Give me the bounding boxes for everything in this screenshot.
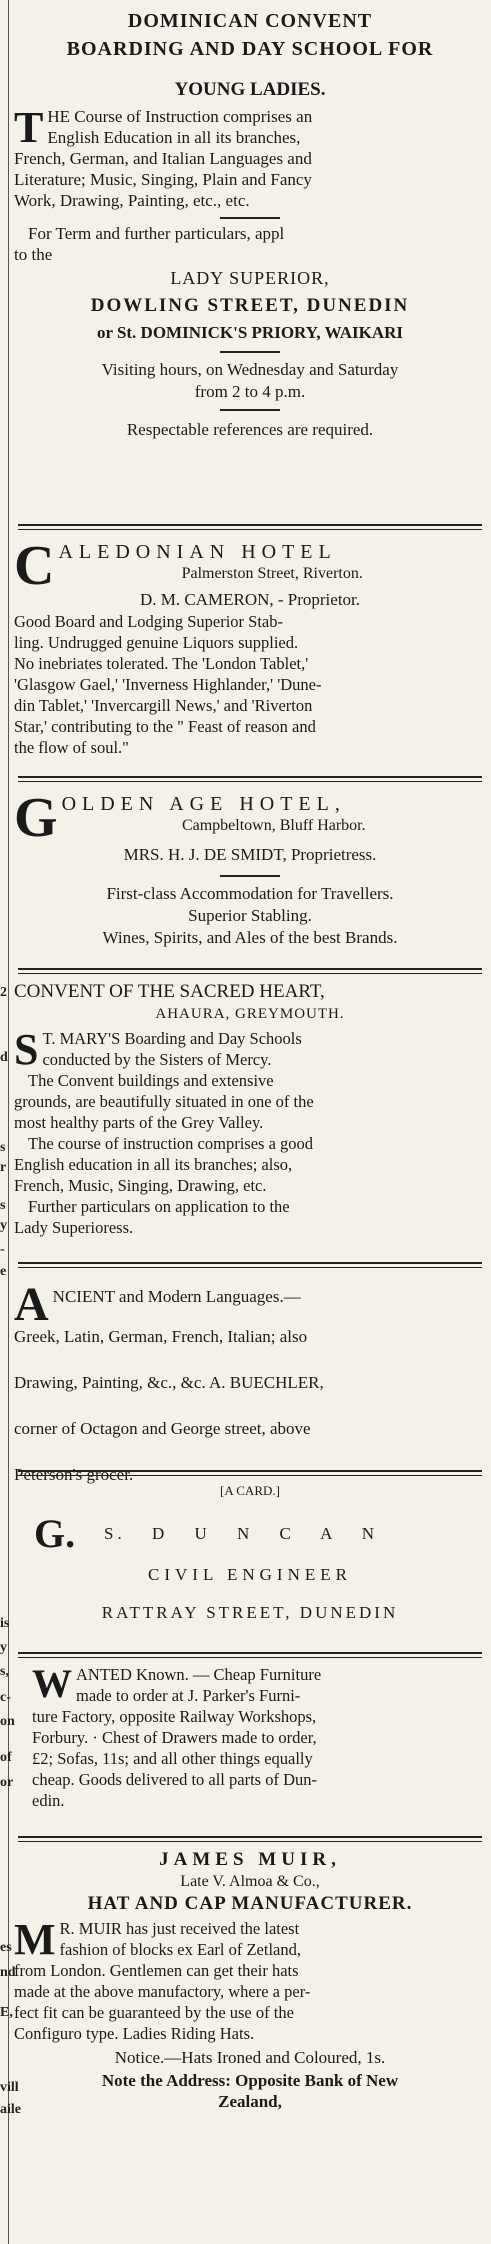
drop-capital: G. — [34, 1511, 76, 1556]
engineer-title: CIVIL ENGINEER — [148, 1565, 352, 1584]
adjacent-column-fragment: c- — [0, 1690, 11, 1705]
ad-subtitle: Late V. Almoa & Co., — [180, 1873, 320, 1890]
ad-title: OLDEN AGE HOTEL, — [61, 793, 346, 815]
body-line: Star,' contributing to the " Feast of reason and — [14, 716, 316, 736]
duncan-card-ad — [14, 1482, 486, 1626]
ad-divider — [18, 776, 482, 782]
body-line: fect fit can be guaranteed by the use of the — [14, 2003, 294, 2022]
ad-title: BOARDING AND DAY SCHOOL FOR — [66, 38, 434, 60]
body-line: £2; Sofas, 11s; and all other things equally — [32, 1749, 313, 1768]
separator — [220, 409, 280, 411]
body-line: English education in all its branches; also, — [14, 1155, 293, 1174]
furniture-ad — [14, 1661, 486, 1811]
ad-title: HAT AND CAP MANUFACTURER. — [87, 1893, 413, 1914]
adjacent-column-fragment: on — [0, 1714, 15, 1729]
adjacent-column-fragment: - — [0, 1242, 5, 1257]
body-line: from 2 to 4 p.m. — [194, 382, 306, 401]
body-line: The Convent buildings and extensive — [28, 1071, 274, 1090]
ad-divider — [18, 524, 482, 530]
proprietor-line: D. M. CAMERON, - Proprietor. — [139, 589, 361, 609]
address-line: Note the Address: Opposite Bank of New — [101, 2071, 399, 2090]
body-line: Further particulars on application to the — [28, 1197, 290, 1216]
drop-capital: A — [14, 1278, 49, 1331]
body-line: Visiting hours, on Wednesday and Saturday — [101, 360, 399, 379]
left-column-gutter — [0, 0, 21, 2244]
drop-capital: M — [14, 1915, 56, 1964]
adjacent-column-fragment: y — [0, 1640, 7, 1655]
body-line: cheap. Goods delivered to all parts of Dun- — [32, 1770, 317, 1789]
adjacent-column-fragment: s — [0, 1140, 6, 1155]
body-line: French, German, and Italian Languages and — [14, 149, 312, 168]
separator — [220, 217, 280, 219]
body-line: T. MARY'S Boarding and Day Schools — [42, 1029, 302, 1048]
drop-capital: W — [32, 1661, 72, 1706]
adjacent-column-fragment: es — [0, 1940, 12, 1955]
body-line: No inebriates tolerated. The 'London Tablet,' — [14, 653, 309, 673]
body-line: the flow of soul." — [14, 737, 129, 757]
ad-body — [14, 611, 486, 758]
body-line: grounds, are beautifully situated in one of the — [14, 1092, 314, 1111]
ad-title: DOMINICAN CONVENT — [127, 10, 373, 32]
body-line: from London. Gentlemen can get their hats — [14, 1961, 299, 1980]
body-line: Work, Drawing, Painting, etc., etc. — [14, 191, 250, 210]
ad-body — [14, 1915, 486, 2044]
ad-divider — [18, 1470, 482, 1476]
body-line: First-class Accommodation for Travellers. — [106, 883, 394, 903]
body-line: most healthy parts of the Grey Valley. — [14, 1113, 264, 1132]
ad-title: ALEDONIAN HOTEL — [58, 541, 337, 563]
body-line: R. MUIR has just received the latest — [59, 1919, 300, 1938]
body-line: Forbury. · Chest of Drawers made to order, — [32, 1728, 317, 1747]
adjacent-column-fragment: is — [0, 1616, 10, 1631]
ad-divider — [18, 1652, 482, 1658]
contact-address: DOWLING STREET, DUNEDIN — [90, 295, 410, 316]
adjacent-column-fragment: s — [0, 1198, 6, 1213]
engineer-name: S. D U N C A N — [104, 1524, 379, 1543]
body-line: 'Glasgow Gael,' 'Inverness Highlander,' 'Dune- — [14, 674, 322, 694]
ad-body — [14, 103, 486, 211]
adjacent-column-fragment: vill — [0, 2080, 19, 2095]
body-line: Good Board and Lodging Superior Stab- — [14, 611, 284, 631]
body-line: Peterson's grocer. — [14, 1465, 134, 1484]
adjacent-column-fragment: s, — [0, 1664, 9, 1679]
body-line: French, Music, Singing, Drawing, etc. — [14, 1176, 267, 1195]
drop-capital: G — [14, 787, 58, 849]
body-line: ling. Undrugged genuine Liquors supplied. — [14, 632, 299, 652]
adjacent-column-fragment: E, — [0, 2005, 13, 2020]
adjacent-column-fragment: aile — [0, 2102, 21, 2117]
body-line: corner of Octagon and George street, above — [14, 1419, 311, 1438]
ad-subtitle: AHAURA, GREYMOUTH. — [155, 1006, 345, 1022]
ad-divider — [18, 968, 482, 974]
body-line: made to order at J. Parker's Furni- — [76, 1686, 301, 1705]
card-name-row — [14, 1512, 486, 1560]
contact-name: LADY SUPERIOR, — [170, 268, 330, 288]
drop-capital: C — [14, 535, 55, 597]
body-line: ture Factory, opposite Railway Workshops, — [32, 1707, 317, 1726]
body-line: conducted by the Sisters of Mercy. — [42, 1050, 272, 1069]
body-line: Lady Superioress. — [14, 1218, 134, 1237]
body-line: The course of instruction comprises a good — [28, 1134, 314, 1153]
adjacent-column-fragment: d — [0, 1050, 8, 1065]
ad-subtitle: Campbeltown, Bluff Harbor. — [181, 817, 366, 834]
body-line: Greek, Latin, German, French, Italian; also — [14, 1327, 308, 1346]
body-line: din Tablet,' 'Invercargill News,' and 'Riverton — [14, 695, 313, 715]
body-line: Wines, Spirits, and Ales of the best Brands. — [102, 927, 398, 947]
address-line: Zealand, — [218, 2092, 282, 2111]
body-line: Respectable references are required. — [126, 420, 374, 439]
golden-age-hotel-ad — [14, 787, 486, 949]
notice-line: Notice.—Hats Ironed and Coloured, 1s. — [114, 2048, 386, 2067]
column-rule — [8, 0, 9, 2244]
body-line: edin. — [32, 1791, 65, 1810]
adjacent-column-fragment: nd — [0, 1965, 16, 1980]
adjacent-column-fragment: y — [0, 1218, 7, 1233]
ad-title: JAMES MUIR, — [159, 1849, 341, 1870]
separator — [220, 875, 280, 877]
card-label: [A CARD.] — [220, 1483, 280, 1498]
dominican-convent-ad — [14, 8, 486, 441]
body-line: made at the above manufactory, where a per- — [14, 1982, 311, 2001]
ad-subtitle: Palmerston Street, Riverton. — [181, 565, 363, 582]
adjacent-column-fragment: or — [0, 1775, 14, 1790]
contact-address: or St. DOMINICK'S PRIORY, WAIKARI — [96, 323, 404, 342]
drop-capital: S — [14, 1025, 39, 1074]
body-line: Configuro type. Ladies Riding Hats. — [14, 2024, 255, 2043]
ad-divider — [18, 1836, 482, 1842]
adjacent-column-fragment: e — [0, 1264, 7, 1279]
ad-divider — [18, 1262, 482, 1268]
body-line: English Education in all its branches, — [47, 128, 301, 147]
body-line: Superior Stabling. — [188, 905, 312, 925]
adjacent-column-fragment: 2 — [0, 985, 7, 1000]
sacred-heart-convent-ad — [14, 980, 486, 1238]
proprietor-line: MRS. H. J. DE SMIDT, Proprietress. — [123, 844, 377, 864]
body-line: to the — [14, 245, 53, 264]
ad-body — [14, 1025, 486, 1238]
body-line: fashion of blocks ex Earl of Zetland, — [59, 1940, 301, 1959]
ad-body — [14, 1661, 486, 1811]
body-line: ANTED Known. — Cheap Furniture — [76, 1665, 322, 1684]
separator — [220, 351, 280, 353]
caledonian-hotel-ad — [14, 535, 486, 758]
body-line: HE Course of Instruction comprises an — [47, 107, 313, 126]
ad-title: CONVENT OF THE SACRED HEART, — [14, 981, 325, 1002]
body-line: Drawing, Painting, &c., &c. A. BUECHLER, — [14, 1373, 324, 1392]
language-teacher-ad — [14, 1278, 486, 1486]
body-line: NCIENT and Modern Languages.— — [52, 1287, 301, 1306]
body-line: Literature; Music, Singing, Plain and Fancy — [14, 170, 312, 189]
ad-subtitle: YOUNG LADIES. — [174, 79, 326, 100]
body-line: For Term and further particulars, appl — [28, 224, 285, 243]
adjacent-column-fragment: r — [0, 1160, 7, 1175]
drop-capital: T — [14, 103, 44, 152]
engineer-address: RATTRAY STREET, DUNEDIN — [101, 1603, 399, 1622]
adjacent-column-fragment: of — [0, 1750, 12, 1765]
hat-manufacturer-ad — [14, 1848, 486, 2112]
